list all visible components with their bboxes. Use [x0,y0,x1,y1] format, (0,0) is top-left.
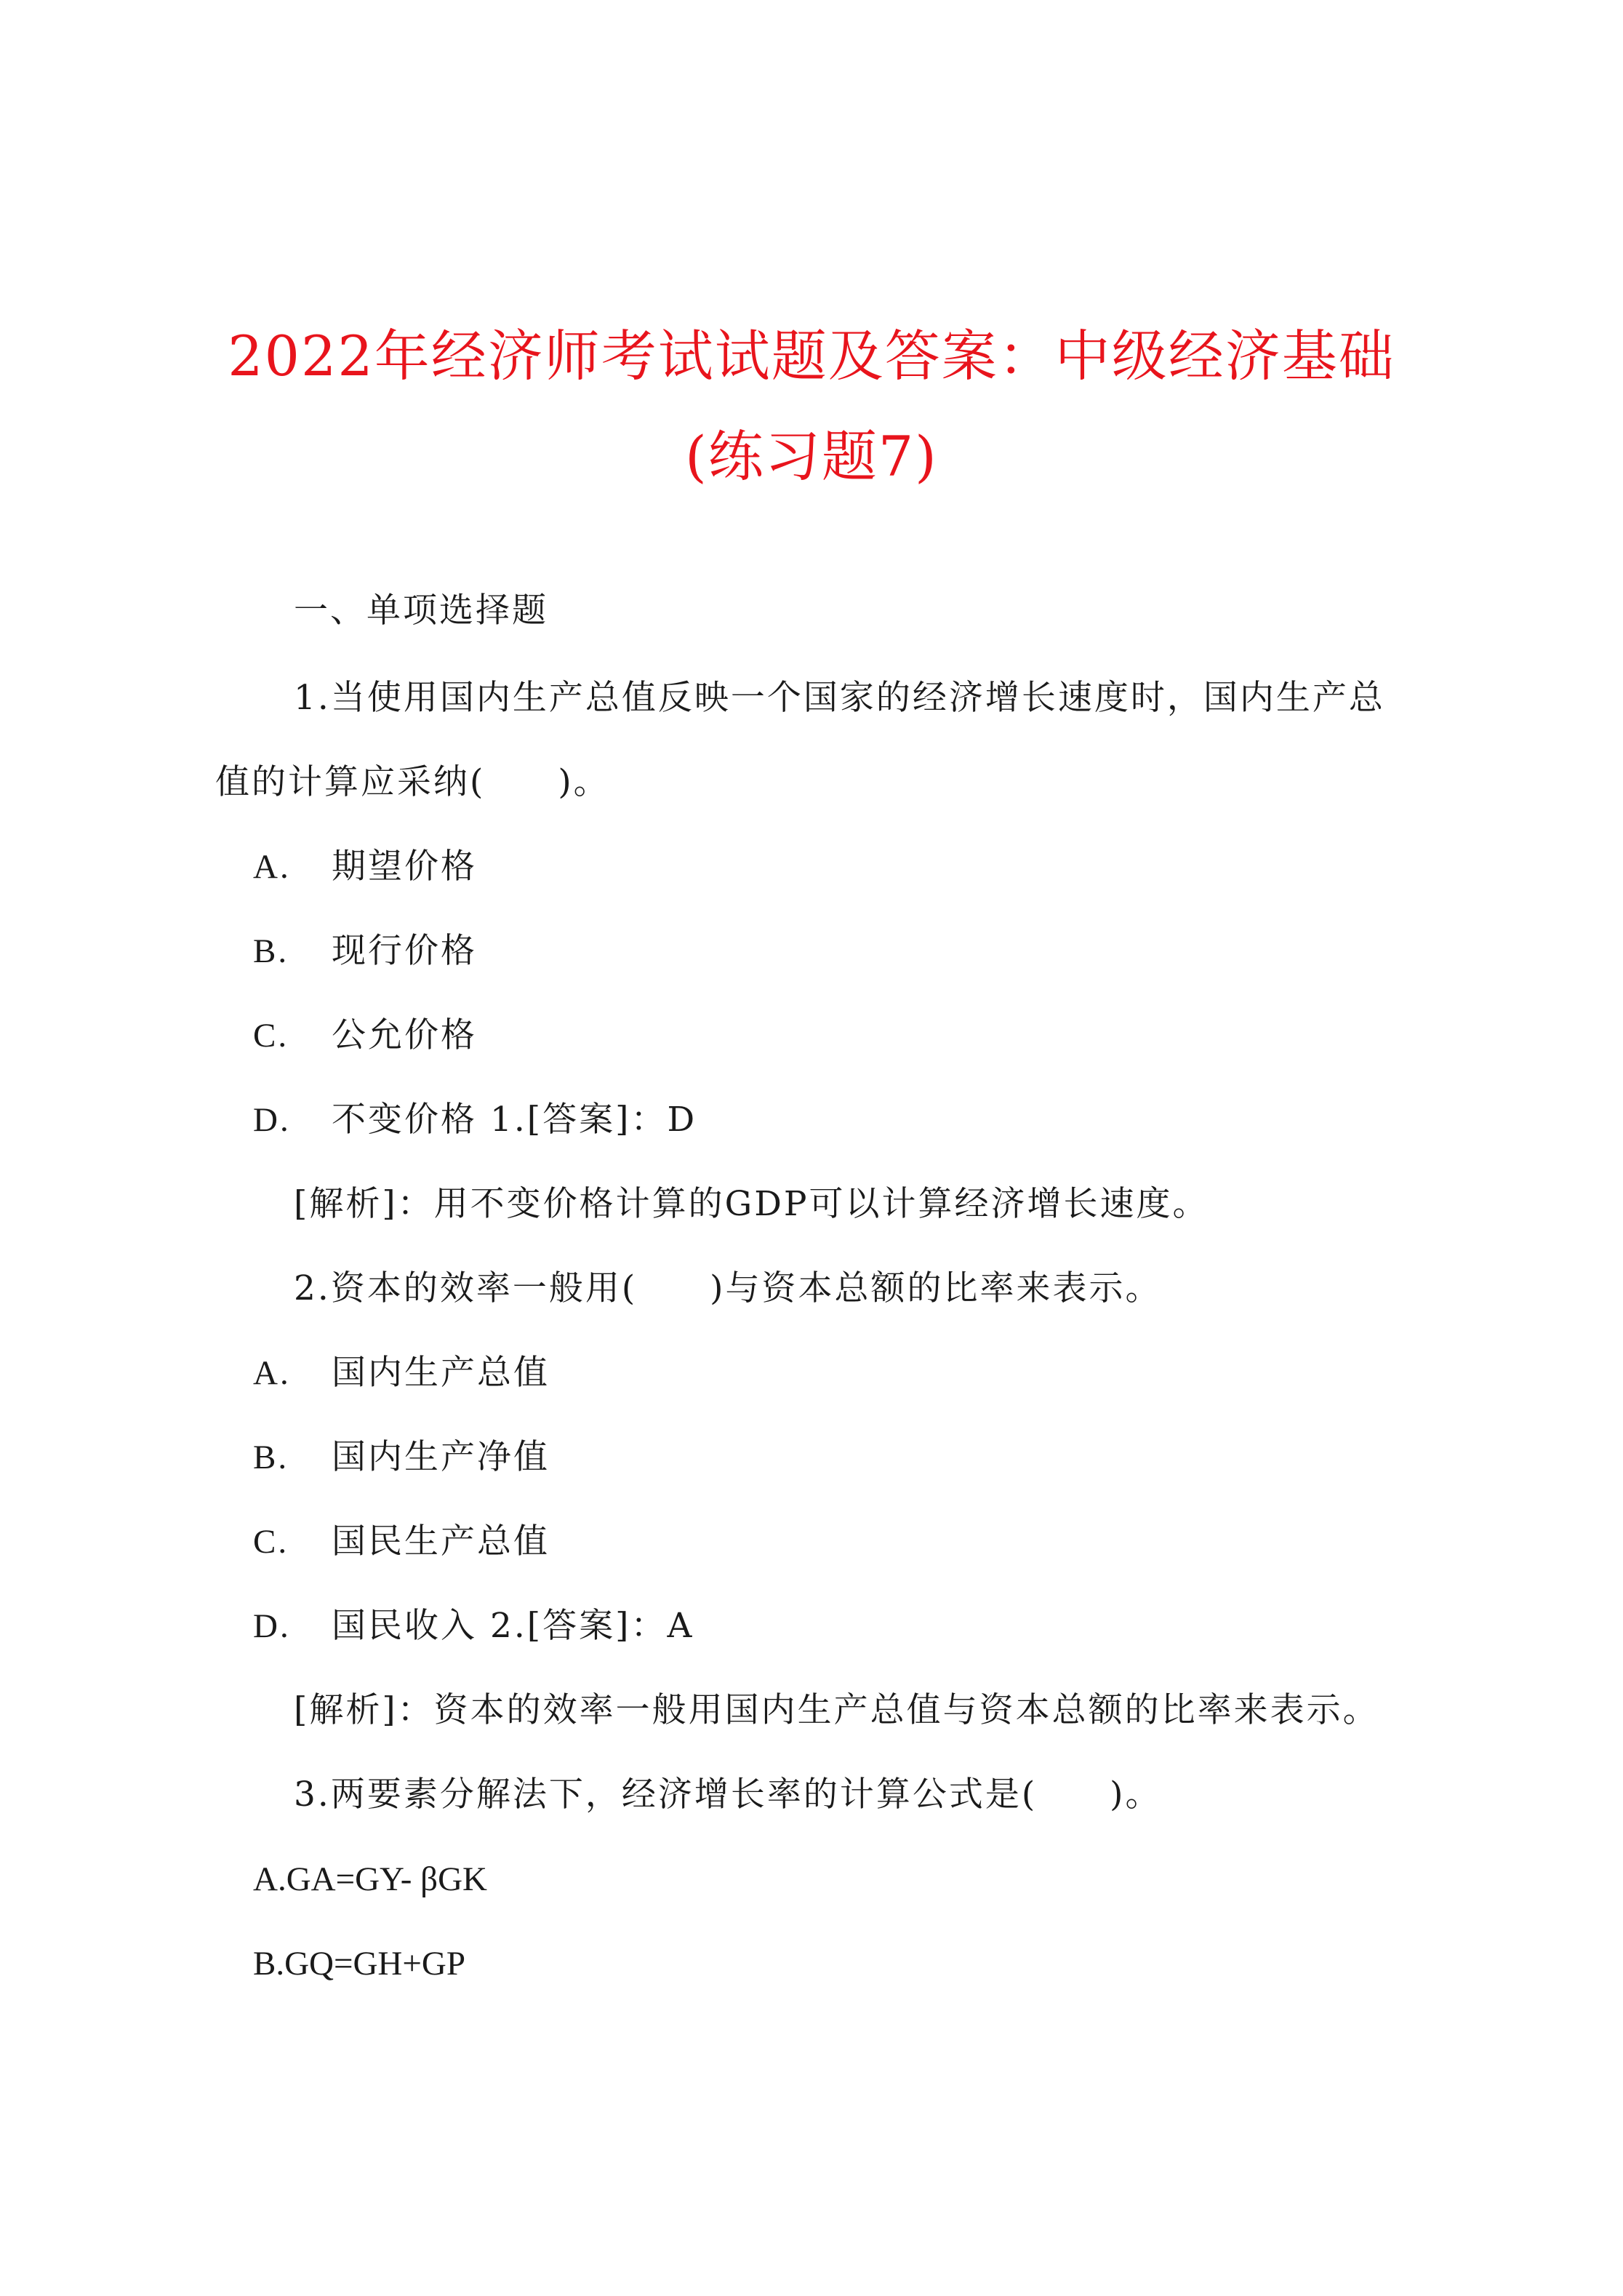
option-text: 国内生产净值 [332,1437,550,1477]
option-letter: D. [253,1101,291,1139]
question-2-option-c [253,1520,550,1564]
question-2-option-a [253,1351,550,1395]
question-3-option-b: B.GQ=GH+GP [253,1945,465,1983]
option-text: 不变价格 1.[答案]：D [332,1100,697,1140]
option-letter: B. [253,1439,289,1476]
question-1-option-c [253,1014,477,1057]
question-1-option-a [253,845,477,889]
document-title-line-1: 2022年经济师考试试题及答案：中级经济基础 [228,324,1395,388]
option-text: 期望价格 [332,847,477,887]
option-letter: A. [253,1354,291,1392]
question-3-stem: 3.两要素分解法下，经济增长率的计算公式是( )。 [294,1775,1162,1815]
option-text: 公允价格 [332,1015,477,1055]
question-3-option-a: A.GA=GY- βGK [253,1860,487,1898]
option-letter: A. [253,848,291,886]
question-1-stem-line-2: 值的计算应采纳( )。 [215,762,610,802]
option-letter: D. [253,1607,291,1645]
question-2-analysis: [解析]：资本的效率一般用国内生产总值与资本总额的比率来表示。 [294,1690,1379,1730]
question-1-option-b [253,929,477,973]
option-letter: B. [253,932,289,970]
question-1-stem-line-1: 1.当使用国内生产总值反映一个国家的经济增长速度时，国内生产总 [294,678,1385,718]
option-letter: C. [253,1017,289,1055]
option-text: 国民收入 2.[答案]：A [332,1606,694,1646]
option-letter: C. [253,1523,289,1561]
question-2-option-d [253,1604,694,1648]
option-text: 国民生产总值 [332,1521,550,1561]
question-2-stem: 2.资本的效率一般用( )与资本总额的比率来表示。 [294,1268,1162,1308]
document-title-line-2: (练习题7) [685,424,938,489]
section-heading: 一、单项选择题 [294,591,548,631]
question-1-option-d [253,1098,697,1142]
question-1-analysis: [解析]：用不变价格计算的GDP可以计算经济增长速度。 [294,1184,1209,1224]
question-2-option-b [253,1436,550,1479]
option-text: 现行价格 [332,931,477,971]
option-text: 国内生产总值 [332,1353,550,1393]
